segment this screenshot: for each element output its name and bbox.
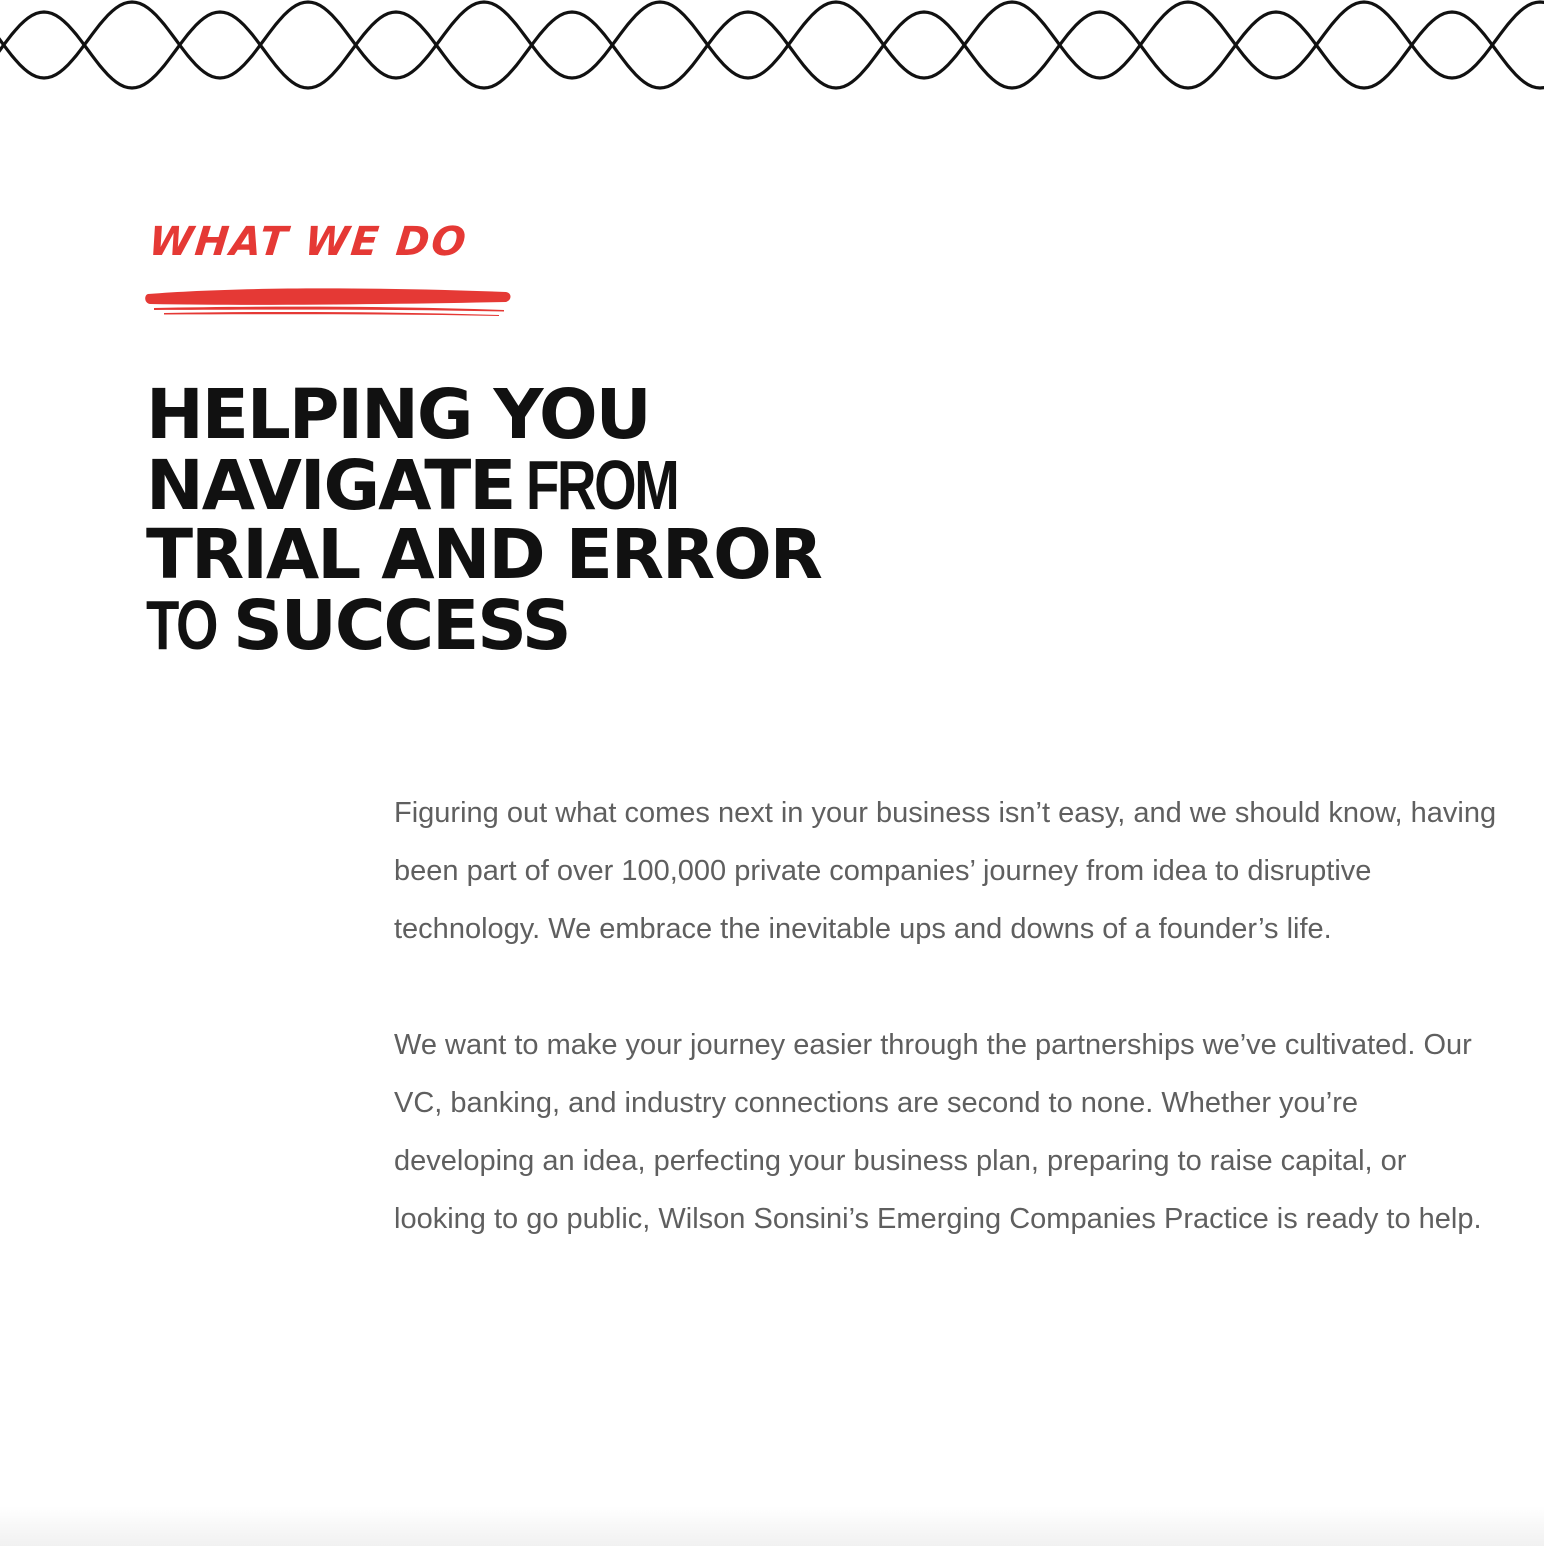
body-paragraph-1: Figuring out what comes next in your business isn’t easy, and we should know, having been part of over 100,000 private companies’ journey from idea to disruptive technology. We embrace the inevitable ups and downs of a founder’s life. <box>394 797 1497 945</box>
headline-text-trial-and-error: TRIAL AND ERROR <box>146 515 821 595</box>
headline-text-helping-you: HELPING YOU <box>146 375 650 455</box>
bottom-shadow <box>0 1506 1544 1546</box>
headline-line-2 <box>146 446 821 526</box>
headline-text-from: FROM <box>525 446 677 524</box>
page-headline <box>146 375 821 666</box>
body-paragraph-2: We want to make your journey easier through the partnerships we’ve cultivated. Our VC, banking, and industry connections are second to none. Whether you’re developing an idea, perfecting your business plan, preparing to raise capital, or looking to go public, Wilson Sonsini’s Emerging Companies Practice is ready to help. <box>394 1029 1482 1235</box>
headline-line-3 <box>146 515 821 595</box>
headline-text-to: TO <box>146 586 217 664</box>
red-brush-stroke-icon <box>144 284 514 320</box>
wavy-line-pattern-icon <box>0 0 1544 92</box>
section-body <box>394 784 1506 1306</box>
headline-line-4 <box>146 586 821 666</box>
wave-pattern-svg <box>0 0 1544 92</box>
headline-line-1 <box>146 375 821 455</box>
headline-text-navigate: NAVIGATE <box>146 446 515 526</box>
headline-text-success: SUCCESS <box>233 586 570 666</box>
section-eyebrow: WHAT WE DO <box>146 219 470 265</box>
